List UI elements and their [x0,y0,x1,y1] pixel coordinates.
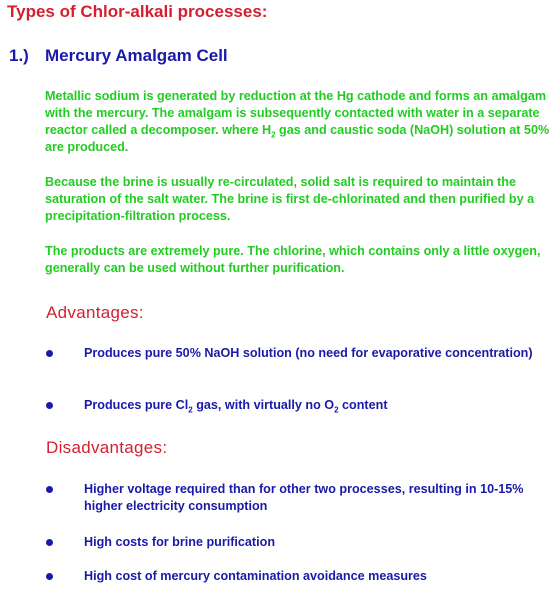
advantage-item [40,345,555,362]
disadvantage-text: High costs for brine purification [84,535,276,549]
disadvantage-text: Higher voltage required than for other two processes, resulting in 10-15% higher electricity consumption [84,482,524,513]
disadvantage-item [40,534,555,551]
disadvantage-text: High cost of mercury contamination avoidance measures [84,569,427,583]
paragraph-process-description [45,88,557,156]
paragraph-text: gas and caustic soda (NaOH) solution at 50% are produced. [45,123,550,154]
paragraph-text: Metallic sodium is generated by reduction at the Hg cathode and forms an amalgam with the mercury. The amalgam is subsequently contacted with water in a separate reactor called a decomposer. where H [45,89,547,137]
subscript: 2 [271,130,276,140]
bullet-icon [46,486,53,493]
bullet-icon [46,539,53,546]
paragraph-products: The products are extremely pure. The chlorine, which contains only a little oxygen, generally can be used without further purification. [45,244,541,275]
bullet-icon [46,402,53,409]
disadvantages-heading: Disadvantages: [46,438,168,457]
section-heading [9,46,228,66]
page-title: Types of Chlor-alkali processes: [7,2,268,21]
section-title: Mercury Amalgam Cell [45,46,228,65]
text-part: content [338,398,388,412]
advantages-heading: Advantages: [46,303,144,322]
bullet-icon [46,350,53,357]
subscript: 2 [334,405,339,415]
disadvantage-item [40,481,555,515]
subscript: 2 [188,405,193,415]
text-part: gas, with virtually no O [192,398,335,412]
section-number: 1.) [9,46,29,65]
advantage-text: Produces pure 50% NaOH solution (no need for evaporative concentration) [84,346,533,360]
advantage-text [84,397,388,414]
text-part: Produces pure Cl [84,398,189,412]
advantage-item [40,397,555,414]
disadvantage-item [40,568,555,585]
bullet-icon [46,573,53,580]
paragraph-brine: Because the brine is usually re-circulated, solid salt is required to maintain the saturation of the salt water. The brine is first de-chlorinated and then purified by a precipitation-filtration process. [45,175,535,223]
